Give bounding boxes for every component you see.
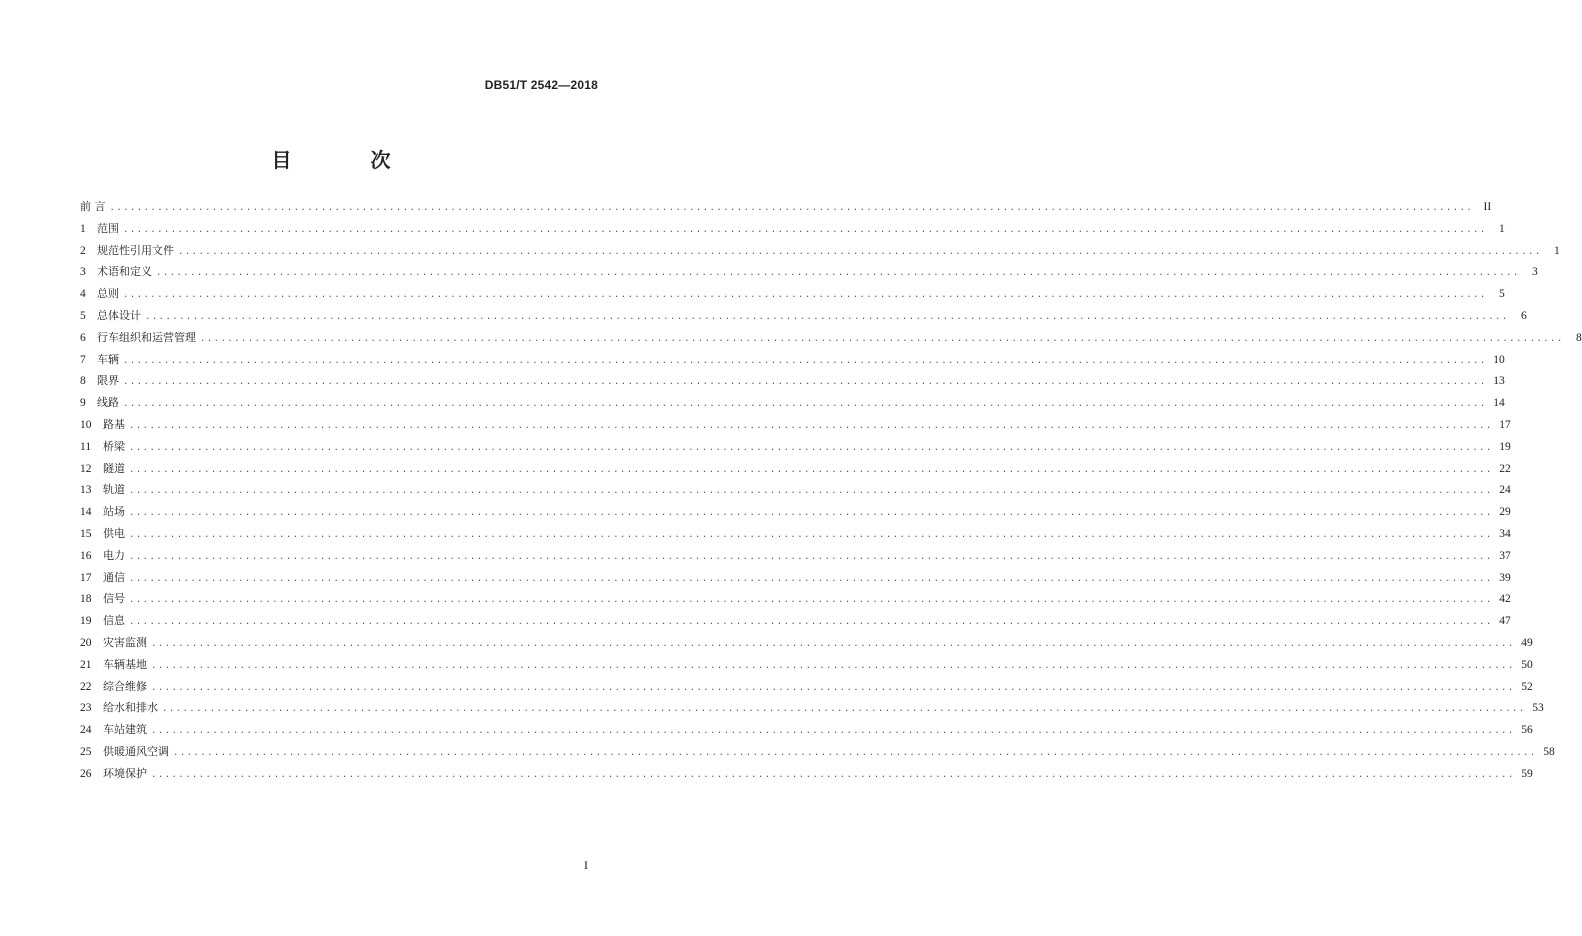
toc-entry-number: 4 [80, 288, 86, 301]
toc-entry-page: 3 [1531, 266, 1538, 279]
toc-leader-dots: ........................................................................................................................................................................................................ [151, 660, 1515, 671]
toc-entry-page: 58 [1543, 745, 1555, 758]
toc-leader-dots: ........................................................................................................................................................................................................ [129, 551, 1493, 562]
toc-entry[interactable] [80, 676, 1533, 698]
toc-entry[interactable] [80, 196, 1492, 218]
toc-entry[interactable] [80, 654, 1533, 676]
toc-leader-dots: ........................................................................................................................................................................................................ [123, 399, 1487, 410]
toc-entry[interactable] [80, 567, 1511, 589]
toc-entry-page: 37 [1499, 549, 1511, 562]
toc-entry-page: 53 [1532, 702, 1544, 715]
page-number: I [584, 858, 588, 872]
toc-leader-dots: ........................................................................................................................................................................................................ [178, 246, 1542, 257]
toc-entry-label: 前 言 [80, 200, 106, 213]
toc-entry-number: 11 [80, 440, 92, 453]
page-title: 目 次 [271, 148, 427, 172]
toc-entry-page: 5 [1498, 288, 1505, 301]
toc-leader-dots: ........................................................................................................................................................................................................ [129, 617, 1493, 628]
toc-entry-label: 术语和定义 [97, 265, 152, 279]
toc-entry-page: 42 [1499, 593, 1511, 606]
toc-entry-label: 车辆 [97, 352, 119, 366]
toc-entry-page: 52 [1521, 680, 1533, 693]
toc-entry-label: 规范性引用文件 [97, 243, 174, 257]
toc-entry-label: 车站建筑 [103, 723, 147, 737]
toc-leader-dots: ........................................................................................................................................................................................................ [162, 704, 1526, 715]
toc-entry-page: 39 [1499, 571, 1511, 584]
toc-leader-dots: ........................................................................................................................................................................................................ [123, 355, 1487, 366]
toc-entry-number: 26 [80, 767, 92, 780]
toc-entry-label: 行车组织和运营管理 [97, 330, 196, 344]
table-of-contents [80, 196, 1582, 785]
toc-entry[interactable] [80, 697, 1544, 719]
toc-entry[interactable] [80, 719, 1533, 741]
toc-entry-label: 综合维修 [103, 679, 147, 693]
toc-entry-number: 3 [80, 266, 86, 279]
toc-leader-dots: ........................................................................................................................................................................................................ [129, 442, 1493, 453]
toc-entry-label: 线路 [97, 396, 119, 410]
toc-entry[interactable] [80, 327, 1582, 349]
toc-entry-number: 20 [80, 636, 92, 649]
toc-entry[interactable] [80, 741, 1555, 763]
toc-leader-dots: ........................................................................................................................................................................................................ [129, 420, 1493, 431]
toc-entry-number: 16 [80, 549, 92, 562]
toc-leader-dots: ........................................................................................................................................................................................................ [151, 769, 1515, 780]
toc-entry-label: 电力 [103, 548, 125, 562]
toc-leader-dots: ........................................................................................................................................................................................................ [129, 486, 1493, 497]
toc-entry-label: 站场 [103, 505, 125, 519]
toc-entry-page: 50 [1521, 658, 1533, 671]
toc-entry-number: 1 [80, 222, 86, 235]
toc-leader-dots: ........................................................................................................................................................................................................ [145, 311, 1509, 322]
toc-entry-number: 14 [80, 506, 92, 519]
toc-entry[interactable] [80, 436, 1511, 458]
toc-leader-dots: ........................................................................................................................................................................................................ [129, 508, 1493, 519]
toc-entry-number: 7 [80, 353, 86, 366]
toc-entry[interactable] [80, 545, 1511, 567]
toc-entry-number: 8 [80, 375, 86, 388]
document-code: DB51/T 2542—2018 [484, 78, 598, 92]
toc-leader-dots: ........................................................................................................................................................................................................ [129, 595, 1493, 606]
toc-entry-number: 5 [80, 309, 86, 322]
toc-entry-page: II [1483, 201, 1492, 213]
toc-entry-label: 范围 [97, 221, 119, 235]
toc-entry-label: 信号 [103, 592, 125, 606]
toc-entry-number: 2 [80, 244, 86, 257]
toc-entry-page: 1 [1498, 222, 1505, 235]
toc-entry-label: 桥梁 [103, 439, 125, 453]
toc-entry[interactable] [80, 218, 1505, 240]
toc-entry[interactable] [80, 240, 1560, 262]
toc-entry-label: 限界 [97, 374, 119, 388]
toc-entry-page: 34 [1499, 527, 1511, 540]
toc-entry-number: 15 [80, 527, 92, 540]
toc-entry-number: 13 [80, 484, 92, 497]
toc-entry[interactable] [80, 588, 1511, 610]
toc-leader-dots: ........................................................................................................................................................................................................ [173, 747, 1537, 758]
toc-entry-label: 供电 [103, 526, 125, 540]
toc-entry-page: 10 [1493, 353, 1505, 366]
toc-entry[interactable] [80, 261, 1538, 283]
toc-entry-label: 车辆基地 [103, 657, 147, 671]
toc-leader-dots: ........................................................................................................................................................................................................ [129, 464, 1493, 475]
toc-entry-label: 总则 [97, 287, 119, 301]
toc-leader-dots: ........................................................................................................................................................................................................ [109, 203, 1474, 213]
toc-entry-page: 1 [1553, 244, 1560, 257]
toc-leader-dots: ........................................................................................................................................................................................................ [123, 377, 1487, 388]
toc-entry-number: 21 [80, 658, 92, 671]
toc-entry-number: 18 [80, 593, 92, 606]
toc-entry-number: 24 [80, 724, 92, 737]
toc-entry[interactable] [80, 283, 1505, 305]
toc-entry-page: 14 [1493, 397, 1505, 410]
toc-entry-label: 灾害监测 [103, 635, 147, 649]
toc-entry-number: 12 [80, 462, 92, 475]
toc-entry-number: 22 [80, 680, 92, 693]
toc-entry-label: 隧道 [103, 461, 125, 475]
toc-leader-dots: ........................................................................................................................................................................................................ [123, 290, 1487, 301]
toc-entry-number: 6 [80, 331, 86, 344]
toc-entry-page: 49 [1521, 636, 1533, 649]
toc-entry[interactable] [80, 458, 1511, 480]
toc-entry-page: 8 [1575, 331, 1582, 344]
toc-leader-dots: ........................................................................................................................................................................................................ [151, 682, 1515, 693]
toc-entry-label: 路基 [103, 417, 125, 431]
toc-entry-number: 19 [80, 615, 92, 628]
toc-entry[interactable] [80, 501, 1511, 523]
toc-entry-number: 17 [80, 571, 92, 584]
toc-entry-page: 59 [1521, 767, 1533, 780]
toc-leader-dots: ........................................................................................................................................................................................................ [129, 529, 1493, 540]
toc-leader-dots: ........................................................................................................................................................................................................ [151, 726, 1515, 737]
toc-entry[interactable] [80, 414, 1511, 436]
toc-entry-page: 19 [1499, 440, 1511, 453]
toc-leader-dots: ........................................................................................................................................................................................................ [151, 638, 1515, 649]
toc-entry-page: 17 [1499, 418, 1511, 431]
toc-entry-page: 56 [1521, 724, 1533, 737]
toc-entry-label: 供暖通风空调 [103, 744, 169, 758]
toc-entry-label: 给水和排水 [103, 701, 158, 715]
toc-entry-label: 通信 [103, 570, 125, 584]
toc-entry[interactable] [80, 523, 1511, 545]
toc-entry-page: 24 [1499, 484, 1511, 497]
toc-entry-page: 6 [1520, 309, 1527, 322]
toc-entry-number: 10 [80, 418, 92, 431]
toc-entry[interactable] [80, 305, 1527, 327]
toc-entry[interactable] [80, 370, 1505, 392]
toc-entry[interactable] [80, 392, 1505, 414]
toc-entry-number: 23 [80, 702, 92, 715]
toc-entry-label: 环境保护 [103, 766, 147, 780]
toc-entry-number: 25 [80, 745, 92, 758]
toc-entry-label: 轨道 [103, 483, 125, 497]
toc-entry[interactable] [80, 763, 1533, 785]
toc-leader-dots: ........................................................................................................................................................................................................ [129, 573, 1493, 584]
toc-entry-label: 总体设计 [97, 308, 141, 322]
toc-entry[interactable] [80, 632, 1533, 654]
toc-entry-label: 信息 [103, 614, 125, 628]
toc-entry-page: 13 [1493, 375, 1505, 388]
toc-entry-number: 9 [80, 397, 86, 410]
toc-leader-dots: ........................................................................................................................................................................................................ [156, 268, 1520, 279]
toc-entry-page: 47 [1499, 615, 1511, 628]
toc-entry-page: 29 [1499, 506, 1511, 519]
toc-entry[interactable] [80, 349, 1505, 371]
toc-leader-dots: ........................................................................................................................................................................................................ [200, 333, 1564, 344]
toc-entry-page: 22 [1499, 462, 1511, 475]
toc-entry[interactable] [80, 610, 1511, 632]
toc-leader-dots: ........................................................................................................................................................................................................ [123, 224, 1487, 235]
toc-entry[interactable] [80, 479, 1511, 501]
